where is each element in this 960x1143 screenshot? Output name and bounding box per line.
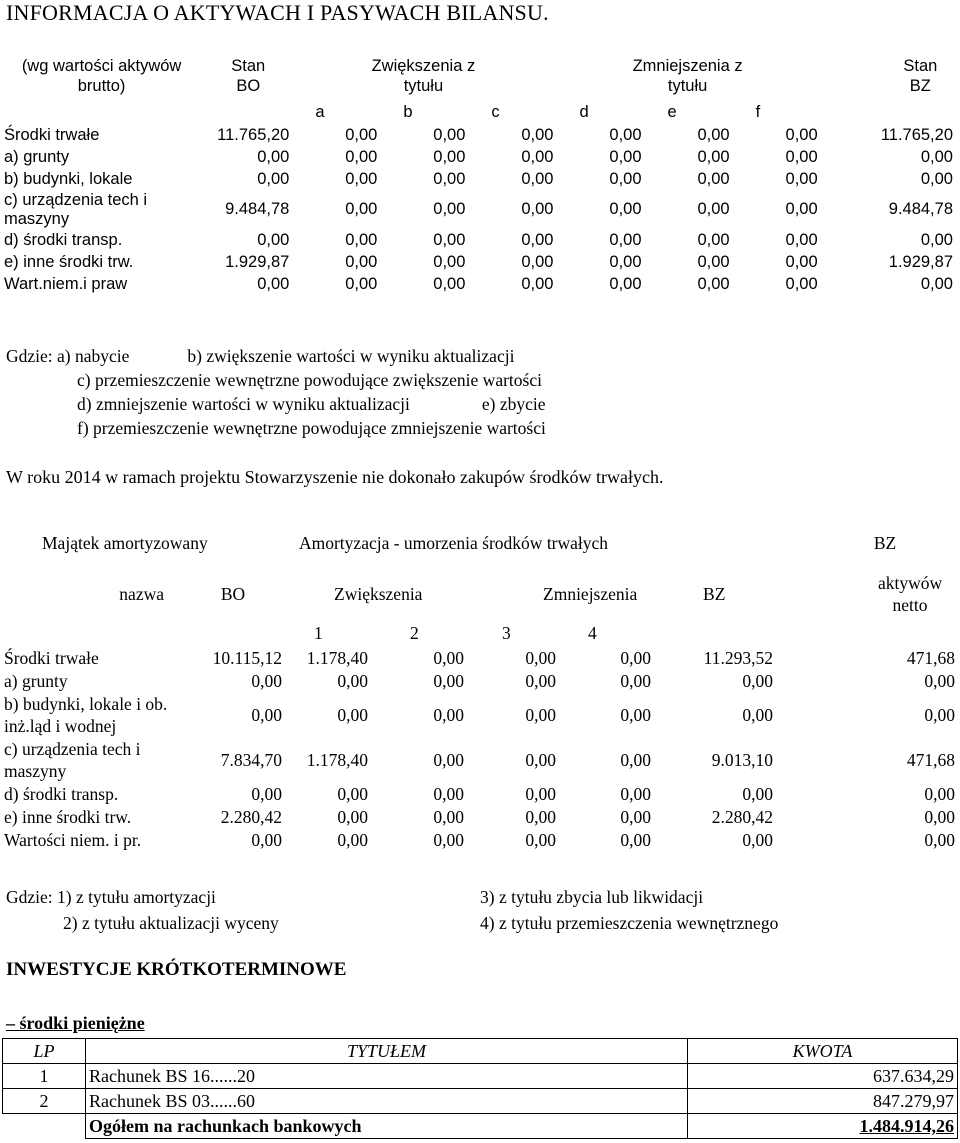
cell-value: 0,00: [345, 125, 378, 144]
note-4: 4) z tytułu przemieszczenia wewnętrznego: [480, 913, 779, 933]
cash-row-amount: 847.279,97: [688, 1089, 958, 1114]
cell-value: 0,00: [785, 252, 818, 271]
cell-value: 9.013,10: [711, 749, 774, 770]
row-label: c) urządzenia tech i maszyny: [4, 190, 148, 228]
amortization-table: [2, 518, 957, 851]
row-label: Wart.niem.i praw: [4, 274, 128, 293]
cell-value: 0,00: [257, 147, 290, 166]
cell-value: 0,00: [525, 647, 557, 668]
cell-value: 0,00: [257, 169, 290, 188]
cell-value: 0,00: [433, 274, 466, 293]
cell-value: 0,00: [742, 829, 774, 850]
cell-value: 0,00: [433, 829, 465, 850]
cell-value: 0,00: [620, 829, 652, 850]
cell-value: 0,00: [433, 749, 465, 770]
cell-value: 0,00: [251, 704, 283, 725]
cell-value: 0,00: [433, 252, 466, 271]
header-aktywow-netto: aktywów netto: [877, 573, 943, 615]
num-2: 2: [410, 623, 419, 643]
cash-row-lp: 1: [3, 1064, 86, 1089]
table-row: [2, 229, 955, 251]
cell-value: 0,00: [609, 230, 642, 249]
cell-value: 0,00: [433, 704, 465, 725]
cell-value: 0,00: [257, 230, 290, 249]
cell-value: 0,00: [521, 200, 554, 218]
cell-value: 0,00: [521, 274, 554, 293]
cell-value: 0,00: [525, 829, 557, 850]
cell-value: 9.484,78: [888, 200, 953, 218]
note-c: c) przemieszczenie wewnętrzne powodujące zwiększenie wartości: [77, 370, 542, 390]
cell-value: 0,00: [620, 647, 652, 668]
num-3: 3: [502, 623, 511, 643]
header-nazwa: nazwa: [119, 584, 164, 604]
notes-legend-1: [6, 344, 546, 440]
cell-value: 0,00: [521, 252, 554, 271]
cell-value: 0,00: [920, 169, 953, 188]
cell-value: 0,00: [742, 670, 774, 691]
table-row: [2, 190, 955, 229]
cell-value: 0,00: [620, 806, 652, 827]
cell-value: 0,00: [785, 125, 818, 144]
header-lp: LP: [3, 1039, 86, 1064]
table-row: [2, 828, 957, 851]
table-row: [2, 146, 955, 168]
cell-value: 0,00: [920, 147, 953, 166]
cell-value: 0,00: [257, 274, 290, 293]
table-row: [3, 1089, 958, 1114]
cell-value: 0,00: [251, 829, 283, 850]
row-label: b) budynki, lokale: [4, 169, 133, 188]
cell-value: 0,00: [609, 125, 642, 144]
table-row: [3, 1064, 958, 1089]
table-row: [2, 251, 955, 273]
cell-value: 0,00: [620, 704, 652, 725]
header-aktywow: (wg wartości aktywów brutto): [21, 57, 182, 95]
num-1: 1: [314, 623, 323, 643]
cell-value: 0,00: [337, 783, 369, 804]
cash-total-amount: 1.484.914,26: [688, 1114, 958, 1139]
cell-value: 0,00: [433, 200, 466, 218]
cell-value: 9.484,78: [225, 200, 290, 218]
header-zwiekszenia: Zwiększenia: [334, 584, 423, 604]
note-a: Gdzie: a) nabycie: [6, 346, 130, 366]
row-label: e) inne środki trw.: [4, 252, 134, 271]
cell-value: 0,00: [433, 125, 466, 144]
cell-value: 0,00: [345, 252, 378, 271]
cell-value: 0,00: [920, 230, 953, 249]
letter-a: a: [315, 102, 325, 121]
cell-value: 0,00: [609, 147, 642, 166]
header-stan-bz: Stan BZ: [903, 57, 938, 95]
cell-value: 0,00: [345, 200, 378, 218]
assets-table: [2, 52, 955, 295]
notes-legend-2: [6, 885, 956, 937]
cell-value: 0,00: [525, 749, 557, 770]
cell-value: 0,00: [433, 647, 465, 668]
cell-value: 0,00: [525, 670, 557, 691]
letter-c: c: [491, 102, 500, 121]
row-label: Wartości niem. i pr.: [4, 829, 142, 850]
cell-value: 0,00: [521, 147, 554, 166]
note-2: 2) z tytułu aktualizacji wyceny: [63, 913, 279, 933]
cell-value: 0,00: [924, 704, 956, 725]
cell-value: 0,00: [697, 200, 730, 218]
cell-value: 0,00: [521, 230, 554, 249]
purchase-statement: W roku 2014 w ramach projektu Stowarzyszenie nie dokonało zakupów środków trwałych.: [6, 467, 664, 487]
row-label: d) środki transp.: [4, 783, 119, 804]
cell-value: 0,00: [697, 252, 730, 271]
note-d: d) zmniejszenie wartości w wyniku aktualizacji: [77, 394, 410, 414]
cell-value: 1.178,40: [306, 647, 369, 668]
cell-value: 0,00: [620, 749, 652, 770]
cell-value: 0,00: [337, 806, 369, 827]
cell-value: 0,00: [345, 230, 378, 249]
table-row: [2, 124, 955, 146]
cell-value: 0,00: [924, 806, 956, 827]
cell-value: 0,00: [525, 704, 557, 725]
row-label: d) środki transp.: [4, 230, 123, 249]
cell-value: 0,00: [785, 147, 818, 166]
cell-value: 0,00: [525, 806, 557, 827]
cell-value: 0,00: [433, 806, 465, 827]
row-label: a) grunty: [4, 670, 68, 691]
row-label: b) budynki, lokale i ob. inż.ląd i wodnej: [4, 693, 168, 736]
cell-value: 471,68: [906, 647, 956, 668]
cell-value: 0,00: [345, 147, 378, 166]
cash-row-title: Rachunek BS 03......60: [86, 1089, 688, 1114]
cell-value: 0,00: [697, 274, 730, 293]
cell-value: 0,00: [609, 200, 642, 218]
header-majatek: Majątek amortyzowany: [42, 533, 208, 553]
cell-value: 11.293,52: [703, 647, 774, 668]
cell-value: 0,00: [521, 169, 554, 188]
header-zmniejszenia: Zmniejszenia z tytułu: [632, 57, 743, 95]
cell-value: 0,00: [924, 783, 956, 804]
cell-value: 0,00: [337, 829, 369, 850]
table-row: [2, 273, 955, 295]
cell-value: 0,00: [742, 704, 774, 725]
cell-value: 0,00: [697, 125, 730, 144]
note-b: b) zwiększenie wartości w wyniku aktualizacji: [187, 346, 515, 366]
cell-value: 11.765,20: [217, 125, 290, 144]
note-1: Gdzie: 1) z tytułu amortyzacji: [6, 887, 216, 907]
cash-row-amount: 637.634,29: [688, 1064, 958, 1089]
letter-b: b: [403, 102, 413, 121]
cash-row-title: Rachunek BS 16......20: [86, 1064, 688, 1089]
cell-value: 0,00: [433, 230, 466, 249]
cell-value: 0,00: [251, 783, 283, 804]
cash-title: – środki pieniężne: [6, 1013, 145, 1033]
cell-value: 0,00: [609, 252, 642, 271]
row-label: Środki trwałe: [4, 125, 100, 144]
table-row: [2, 168, 955, 190]
cell-value: 0,00: [924, 829, 956, 850]
letter-f: f: [755, 102, 761, 121]
investments-title: INWESTYCJE KRÓTKOTERMINOWE: [6, 959, 347, 980]
cell-value: 0,00: [785, 169, 818, 188]
cell-value: 7.834,70: [220, 749, 283, 770]
table-row: [2, 646, 957, 669]
cell-value: 0,00: [433, 783, 465, 804]
note-3: 3) z tytułu zbycia lub likwidacji: [480, 887, 704, 907]
cash-row-lp: 2: [3, 1089, 86, 1114]
cash-total-row: [3, 1114, 958, 1139]
header-zmniejszenia: Zmniejszenia: [543, 584, 638, 604]
header-stan-bo: Stan BO: [231, 57, 266, 95]
table-row: [2, 737, 957, 782]
cell-value: 0,00: [251, 670, 283, 691]
cell-value: 0,00: [345, 274, 378, 293]
cell-value: 1.178,40: [306, 749, 369, 770]
row-label: Środki trwałe: [4, 647, 99, 668]
header-bz-top: BZ: [873, 533, 897, 553]
table-row: [2, 692, 957, 737]
note-e: e) zbycie: [481, 394, 546, 414]
cell-value: 10.115,12: [212, 647, 283, 668]
cell-value: 0,00: [337, 670, 369, 691]
cell-value: 0,00: [609, 169, 642, 188]
cell-value: 0,00: [337, 704, 369, 725]
cell-value: 0,00: [345, 169, 378, 188]
cell-value: 0,00: [785, 274, 818, 293]
header-amortyzacja: Amortyzacja - umorzenia środków trwałych: [298, 533, 609, 553]
cell-value: 1.929,87: [225, 252, 290, 271]
header-kwota: KWOTA: [688, 1039, 958, 1064]
cell-value: 0,00: [924, 670, 956, 691]
letter-e: e: [667, 102, 677, 121]
cell-value: 0,00: [525, 783, 557, 804]
row-label: c) urządzenia tech i maszyny: [4, 738, 141, 781]
cell-value: 0,00: [620, 670, 652, 691]
cell-value: 471,68: [906, 749, 956, 770]
header-tytulem: TYTUŁEM: [86, 1039, 688, 1064]
header-bz: BZ: [703, 584, 726, 604]
cell-value: 11.765,20: [880, 125, 953, 144]
cell-value: 0,00: [742, 783, 774, 804]
cell-value: 0,00: [785, 230, 818, 249]
cell-value: 2.280,42: [220, 806, 283, 827]
cash-table: [2, 1038, 958, 1139]
table-row: [2, 805, 957, 828]
cash-total-label: Ogółem na rachunkach bankowych: [86, 1114, 688, 1139]
cell-value: 0,00: [785, 200, 818, 218]
note-f: f) przemieszczenie wewnętrzne powodujące zmniejszenie wartości: [77, 418, 546, 438]
cell-value: 0,00: [521, 125, 554, 144]
header-zwiekszenia: Zwiększenia z tytułu: [371, 57, 476, 95]
table-row: [2, 669, 957, 692]
cell-value: 0,00: [697, 230, 730, 249]
header-bo: BO: [220, 584, 246, 604]
cell-value: 0,00: [433, 147, 466, 166]
cell-value: 0,00: [697, 169, 730, 188]
cell-value: 0,00: [920, 274, 953, 293]
table-row: [2, 782, 957, 805]
row-label: a) grunty: [4, 147, 70, 166]
cell-value: 1.929,87: [888, 252, 953, 271]
cell-value: 0,00: [609, 274, 642, 293]
num-4: 4: [588, 623, 597, 643]
cell-value: 0,00: [433, 670, 465, 691]
cell-value: 0,00: [620, 783, 652, 804]
cell-value: 0,00: [433, 169, 466, 188]
cell-value: 0,00: [697, 147, 730, 166]
page-title: INFORMACJA O AKTYWACH I PASYWACH BILANSU.: [6, 0, 549, 25]
row-label: e) inne środki trw.: [4, 806, 132, 827]
letter-d: d: [579, 102, 589, 121]
cell-value: 2.280,42: [711, 806, 774, 827]
